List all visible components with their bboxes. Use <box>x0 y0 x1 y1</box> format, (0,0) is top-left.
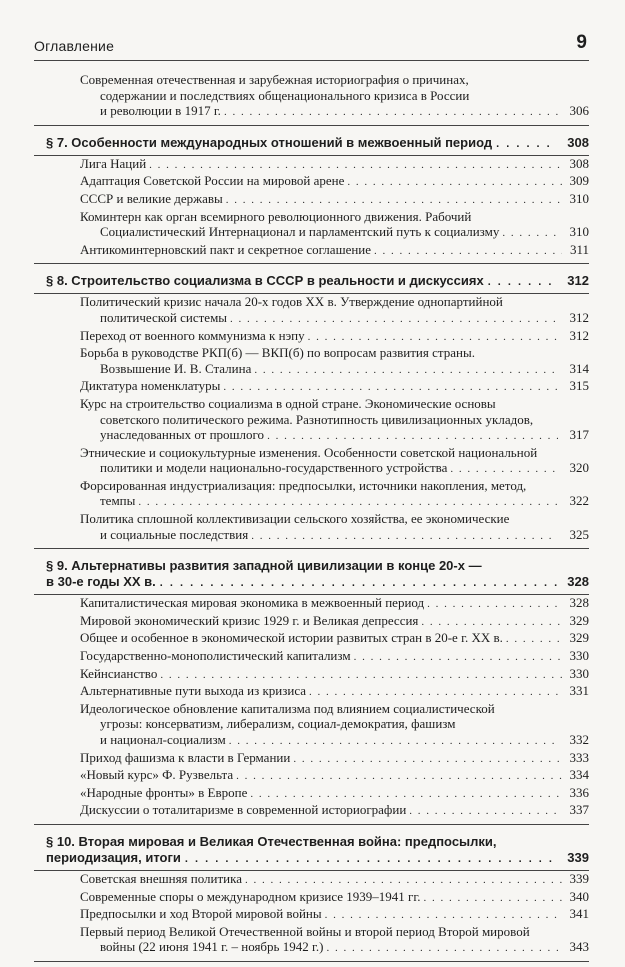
entry-page-number: 341 <box>569 906 589 922</box>
entry-text: и национал-социализм <box>100 732 226 747</box>
entry-line <box>80 871 589 889</box>
dot-leader <box>160 668 562 684</box>
dot-leader <box>409 804 562 820</box>
entry-line <box>80 683 589 701</box>
entry-page-number: 332 <box>569 732 589 747</box>
entry-line <box>80 493 589 511</box>
entry-line <box>80 478 589 494</box>
heading-text: периодизация, итоги <box>46 849 181 865</box>
toc-entry[interactable] <box>34 802 589 820</box>
entry-text: Дискуссии о тоталитаризме в современной историографии <box>80 802 407 818</box>
entry-page-number: 330 <box>569 648 589 664</box>
toc-entry[interactable] <box>34 595 589 613</box>
entry-page-number: 330 <box>569 665 589 681</box>
entry-text: Адаптация Советской России на мировой арене <box>80 173 345 189</box>
toc-entry[interactable] <box>34 889 589 907</box>
entry-text: Политика сплошной коллективизации сельского хозяйства, ее экономические <box>80 511 510 527</box>
entry-line <box>80 924 589 940</box>
toc-entry[interactable] <box>34 871 589 889</box>
heading-text: § 9. Альтернативы развития западной цивилизации в конце 20-х — <box>46 558 482 574</box>
toc-entry[interactable] <box>34 630 589 648</box>
entry-page-number: 306 <box>569 103 589 119</box>
dot-leader <box>229 734 558 750</box>
dot-leader <box>354 650 562 666</box>
toc-entry[interactable] <box>34 750 589 768</box>
dot-leader <box>138 495 558 511</box>
toc-entry[interactable] <box>34 378 589 396</box>
entry-text: угрозы: консерватизм, либерализм, социал-демократия, фашизм <box>100 716 456 732</box>
table-of-contents <box>34 72 589 967</box>
entry-line <box>80 191 589 209</box>
toc-entry[interactable] <box>34 209 589 242</box>
entry-page-number: 311 <box>569 241 589 257</box>
dot-leader <box>488 274 558 290</box>
dot-leader <box>427 597 562 613</box>
entry-page-number: 309 <box>569 173 589 189</box>
toc-entry[interactable] <box>34 767 589 785</box>
heading-line <box>46 574 589 591</box>
heading-line <box>46 273 589 290</box>
entry-line <box>80 88 589 104</box>
entry-line <box>80 630 589 648</box>
entry-line <box>80 906 589 924</box>
toc-entry[interactable] <box>34 478 589 511</box>
toc-entry[interactable] <box>34 613 589 631</box>
toc-entry[interactable] <box>34 683 589 701</box>
heading-text: в 30-е годы XX в. <box>46 574 156 590</box>
entry-text: Кейнсианство <box>80 665 158 681</box>
entry-text: Лига Наций <box>80 155 147 171</box>
entry-line <box>80 224 589 242</box>
heading-text: § 10. Вторая мировая и Великая Отечественная война: предпосылки, <box>46 833 497 849</box>
entry-text: войны (22 июня 1941 г. – ноябрь 1942 г.) <box>100 939 324 955</box>
toc-section <box>34 554 589 825</box>
entry-page-number: 343 <box>569 939 589 955</box>
entry-text: унаследованных от прошлого <box>100 427 265 443</box>
entry-text: темпы <box>100 493 136 509</box>
toc-entry[interactable] <box>34 345 589 378</box>
entry-page-number: 334 <box>569 767 589 783</box>
entry-text: Борьба в руководстве РКП(б) — ВКП(б) по вопросам развития страны. <box>80 345 475 361</box>
entry-line <box>80 294 589 310</box>
entry-line <box>80 345 589 361</box>
entry-text: Предпосылки и ход Второй мировой войны <box>80 906 322 922</box>
dot-leader <box>374 244 562 260</box>
entry-text: Коминтерн как орган всемирного революционного движения. Рабочий <box>80 208 472 224</box>
entry-page-number: 328 <box>569 595 589 611</box>
entry-line <box>80 750 589 768</box>
dot-leader <box>185 851 557 867</box>
entry-line <box>80 427 589 445</box>
toc-entry[interactable] <box>34 648 589 666</box>
entry-line <box>80 889 589 907</box>
entry-line <box>80 648 589 666</box>
entry-text: «Народные фронты» в Европе <box>80 784 248 800</box>
dot-leader <box>502 226 558 242</box>
entry-text: Общее и особенное в экономической истории развитых стран в 20-е г. XX в. <box>80 630 503 646</box>
entry-page-number: 310 <box>569 224 589 240</box>
entry-text: советского политического режима. Разнотипность цивилизационных укладов, <box>100 411 534 427</box>
toc-entry[interactable] <box>34 785 589 803</box>
entry-line <box>80 732 589 750</box>
entry-text: Мировой экономический кризис 1929 г. и Великая депрессия <box>80 612 419 628</box>
heading-line <box>46 850 589 867</box>
dot-leader <box>245 873 562 889</box>
entry-line <box>80 460 589 478</box>
entry-text: содержании и последствиях общенационального кризиса в России <box>100 87 470 103</box>
toc-entry[interactable] <box>34 924 589 957</box>
entry-page-number: 322 <box>569 493 589 509</box>
heading-text: § 7. Особенности международных отношений в межвоенный период <box>46 134 493 150</box>
toc-entry[interactable] <box>34 328 589 346</box>
entry-text: Антикоминтерновский пакт и секретное соглашение <box>80 241 372 257</box>
entry-text: Капиталистическая мировая экономика в межвоенный период <box>80 595 425 611</box>
dot-leader <box>347 175 562 191</box>
entry-line <box>80 156 589 174</box>
entry-line <box>80 666 589 684</box>
entry-text: Политический кризис начала 20-х годов XX в. Утверждение однопартийной <box>80 294 503 310</box>
section-heading[interactable] <box>34 131 589 156</box>
entry-text: Форсированная индустриализация: предпосылки, источники накопления, метод, <box>80 477 527 493</box>
entry-line <box>80 378 589 396</box>
entry-text: и социальные последствия <box>100 526 249 542</box>
entry-text: и революции в 1917 г. <box>100 103 221 119</box>
dot-leader <box>325 908 562 924</box>
page-header <box>34 34 589 61</box>
dot-leader <box>421 615 562 631</box>
entry-text: политической системы <box>100 309 228 325</box>
entry-line <box>80 72 589 88</box>
entry-text: Идеологическое обновление капитализма под влиянием социалистической <box>80 700 495 716</box>
entry-line <box>80 716 589 732</box>
entry-text: Современные споры о международном кризисе 1939–1941 гг. <box>80 888 421 904</box>
entry-page-number: 333 <box>569 749 589 765</box>
entry-line <box>80 511 589 527</box>
entry-text: Возвышение И. В. Сталина <box>100 360 252 376</box>
entry-line <box>80 527 589 545</box>
entry-text: Этнические и социокультурные изменения. Особенности советской национальной <box>80 444 538 460</box>
entry-page-number: 337 <box>569 802 589 818</box>
heading-line <box>46 558 589 574</box>
entry-text: Курс на строительство социализма в одной стране. Экономические основы <box>80 395 496 411</box>
dot-leader <box>423 891 562 907</box>
entry-line <box>80 802 589 820</box>
entry-line <box>80 396 589 412</box>
page-number: 9 <box>576 32 587 53</box>
dot-leader <box>496 136 557 152</box>
heading-line <box>46 834 589 850</box>
entry-page-number: 312 <box>569 309 589 325</box>
entry-page-number: 314 <box>569 360 589 376</box>
entry-page-number: 315 <box>569 378 589 394</box>
entry-text: Переход от военного коммунизма к нэпу <box>80 327 305 343</box>
section-heading[interactable] <box>34 830 589 871</box>
entry-text: Советская внешняя политика <box>80 870 243 886</box>
entry-page-number: 312 <box>569 327 589 343</box>
entry-text: Приход фашизма к власти в Германии <box>80 749 291 765</box>
toc-entry[interactable] <box>34 906 589 924</box>
dot-leader <box>236 769 562 785</box>
dot-leader <box>308 330 562 346</box>
entry-page-number: 340 <box>569 888 589 904</box>
entry-line <box>80 939 589 957</box>
entry-page-number: 339 <box>569 870 589 886</box>
toc-entry[interactable] <box>34 156 589 174</box>
dot-leader <box>326 941 558 957</box>
heading-text: § 8. Строительство социализма в СССР в реальности и дискуссиях <box>46 273 484 289</box>
entry-line <box>80 103 589 121</box>
entry-line <box>80 310 589 328</box>
entry-text: Социалистический Интернационал и парламентский путь к социализму <box>100 224 500 240</box>
entry-page-number: 317 <box>569 427 589 443</box>
toc-section <box>34 269 589 549</box>
entry-page-number: 320 <box>569 460 589 476</box>
toc-section <box>34 131 589 265</box>
toc-entry[interactable] <box>34 72 589 121</box>
entry-line <box>80 173 589 191</box>
section-page-number: 308 <box>567 134 589 150</box>
dot-leader <box>267 429 558 445</box>
running-title: Оглавление <box>34 38 115 54</box>
section-page-number: 328 <box>567 574 589 590</box>
toc-entry[interactable] <box>34 294 589 327</box>
dot-leader <box>230 312 558 328</box>
dot-leader <box>149 158 562 174</box>
entry-line <box>80 767 589 785</box>
entry-text: «Новый курс» Ф. Рузвельта <box>80 767 234 783</box>
toc-entry[interactable] <box>34 242 589 260</box>
entry-line <box>80 361 589 379</box>
entry-text: Первый период Великой Отечественной войны и второй период Второй мировой <box>80 923 530 939</box>
dot-leader <box>250 787 562 803</box>
entry-page-number: 308 <box>569 155 589 171</box>
toc-entry[interactable] <box>34 191 589 209</box>
entry-line <box>80 242 589 260</box>
entry-line <box>80 328 589 346</box>
entry-page-number: 331 <box>569 683 589 699</box>
entry-page-number: 325 <box>569 526 589 542</box>
dot-leader <box>251 529 558 545</box>
section-heading[interactable] <box>34 554 589 595</box>
dot-leader <box>224 105 558 121</box>
intro-block <box>34 72 589 126</box>
entry-line <box>80 613 589 631</box>
entry-page-number: 329 <box>569 612 589 628</box>
dot-leader <box>309 685 562 701</box>
section-page-number: 312 <box>567 273 589 289</box>
section-page-number: 339 <box>567 849 589 865</box>
toc-entry[interactable] <box>34 701 589 750</box>
entry-line <box>80 701 589 717</box>
dot-leader <box>506 632 562 648</box>
heading-line <box>46 135 589 152</box>
entry-line <box>80 412 589 428</box>
toc-entry[interactable] <box>34 396 589 445</box>
entry-text: Современная отечественная и зарубежная историография о причинах, <box>80 72 469 87</box>
entry-line <box>80 595 589 613</box>
entry-line <box>80 445 589 461</box>
dot-leader <box>450 462 558 478</box>
section-heading[interactable] <box>34 269 589 294</box>
dot-leader <box>223 380 562 396</box>
dot-leader <box>226 193 562 209</box>
toc-entry[interactable] <box>34 173 589 191</box>
toc-entry[interactable] <box>34 445 589 478</box>
entry-text: Диктатура номенклатуры <box>80 378 221 394</box>
dot-leader <box>254 363 558 379</box>
entry-text: политики и модели национально-государственного устройства <box>100 460 448 476</box>
toc-entry[interactable] <box>34 666 589 684</box>
entry-text: Государственно-монополистический капитализм <box>80 648 351 664</box>
toc-section <box>34 830 589 962</box>
dot-leader <box>160 575 558 591</box>
entry-page-number: 310 <box>569 190 589 206</box>
entry-text: СССР и великие державы <box>80 190 223 206</box>
entry-line <box>80 785 589 803</box>
entry-page-number: 336 <box>569 784 589 800</box>
entry-text: Альтернативные пути выхода из кризиса <box>80 683 307 699</box>
entry-page-number: 329 <box>569 630 589 646</box>
dot-leader <box>293 752 562 768</box>
entry-line <box>80 209 589 225</box>
toc-entry[interactable] <box>34 511 589 544</box>
